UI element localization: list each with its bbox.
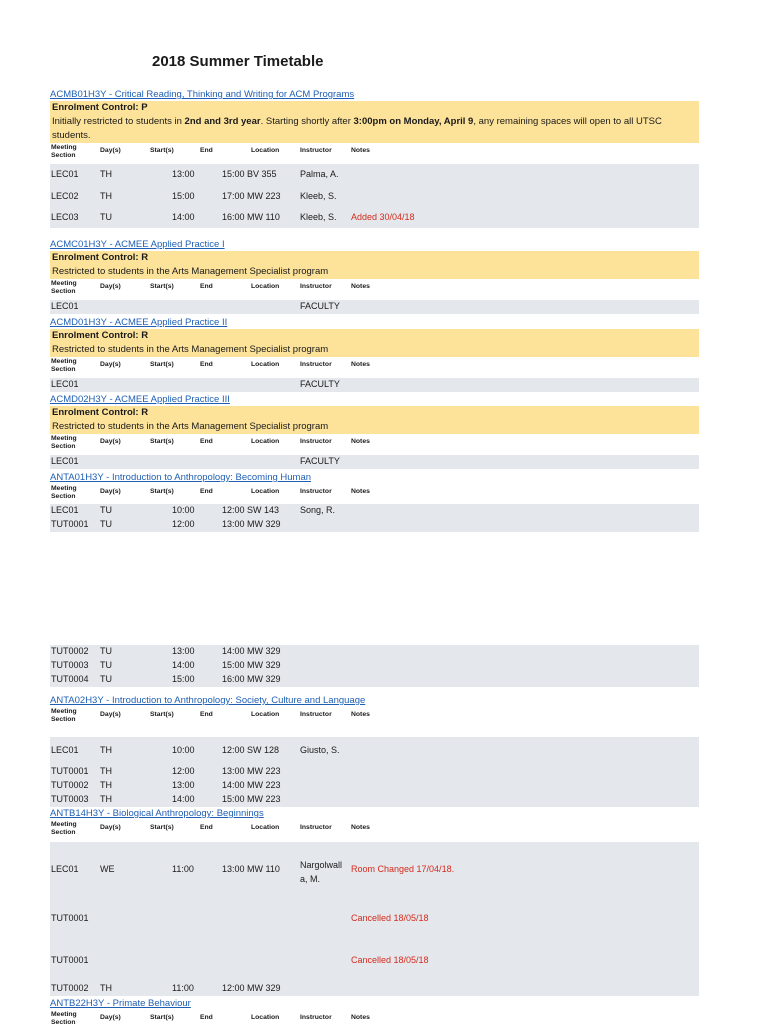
instructor-cell: FACULTY xyxy=(300,456,340,466)
enrolment-note xyxy=(50,115,699,143)
section-cell: TUT0001 xyxy=(51,519,89,529)
course-block-antb14 xyxy=(50,808,699,996)
start-cell: 11:00 xyxy=(172,864,194,874)
table-row xyxy=(50,645,699,659)
header-location: Location xyxy=(251,1014,280,1021)
header-notes: Notes xyxy=(351,824,370,831)
notes-cell: Cancelled 18/05/18 xyxy=(351,955,429,965)
instructor-cell: Kleeb, S. xyxy=(300,211,337,222)
enrolment-note: Restricted to students in the Arts Management Specialist program xyxy=(50,265,699,279)
header-days: Day(s) xyxy=(100,147,121,154)
header-location: Location xyxy=(251,283,280,290)
section-cell: LEC01 xyxy=(51,864,79,874)
page-title: 2018 Summer Timetable xyxy=(152,53,324,70)
section-rows xyxy=(50,164,699,228)
start-cell: 13:00 xyxy=(172,780,195,790)
section-cell: TUT0002 xyxy=(51,983,89,993)
section-cell: TUT0003 xyxy=(51,660,89,670)
start-cell: 10:00 xyxy=(172,505,195,515)
header-days: Day(s) xyxy=(100,283,121,290)
instructor-cell: FACULTY xyxy=(300,379,340,389)
section-cell: LEC01 xyxy=(51,301,79,311)
section-cell: TUT0002 xyxy=(51,646,89,656)
section-cell: LEC01 xyxy=(51,169,79,179)
end-location-cell: 14:00 MW 329 xyxy=(222,646,281,656)
days-cell: TH xyxy=(100,745,112,755)
start-cell: 14:00 xyxy=(172,794,195,804)
section-cell: TUT0001 xyxy=(51,955,89,965)
notes-cell: Room Changed 17/04/18. xyxy=(351,864,455,874)
table-header xyxy=(50,434,699,455)
days-cell: TU xyxy=(100,646,112,656)
table-header xyxy=(50,143,699,164)
header-end: End xyxy=(200,361,213,368)
header-instructor: Instructor xyxy=(300,488,332,495)
section-cell: LEC01 xyxy=(51,456,79,466)
table-row xyxy=(50,940,699,982)
start-cell: 13:00 xyxy=(172,169,195,179)
header-meeting-section: Meeting Section xyxy=(51,358,77,373)
days-cell: TU xyxy=(100,660,112,670)
end-location-cell: 15:00 MW 223 xyxy=(222,794,281,804)
header-end: End xyxy=(200,147,213,154)
header-days: Day(s) xyxy=(100,361,121,368)
header-notes: Notes xyxy=(351,1014,370,1021)
header-days: Day(s) xyxy=(100,488,121,495)
days-cell: TH xyxy=(100,794,112,804)
header-meeting-section: Meeting Section xyxy=(51,435,77,450)
header-start: Start(s) xyxy=(150,147,174,154)
table-row xyxy=(50,504,699,518)
course-link-acmd02[interactable]: ACMD02H3Y - ACMEE Applied Practice III xyxy=(50,394,230,405)
course-link-acmc01[interactable]: ACMC01H3Y - ACMEE Applied Practice I xyxy=(50,239,225,250)
section-rows xyxy=(50,645,699,687)
header-instructor: Instructor xyxy=(300,361,332,368)
end-location-cell: 16:00 MW 110 xyxy=(222,211,280,222)
header-days: Day(s) xyxy=(100,1014,121,1021)
section-rows xyxy=(50,737,699,807)
course-link-anta01[interactable]: ANTA01H3Y - Introduction to Anthropology: Becoming Human xyxy=(50,472,312,483)
table-row xyxy=(50,186,699,207)
header-days: Day(s) xyxy=(100,711,121,718)
header-location: Location xyxy=(251,488,280,495)
header-meeting-section: Meeting Section xyxy=(51,1011,77,1026)
table-header xyxy=(50,820,699,842)
start-cell: 12:00 xyxy=(172,766,195,776)
days-cell: TH xyxy=(100,169,112,179)
header-location: Location xyxy=(251,711,280,718)
header-start: Start(s) xyxy=(150,711,174,718)
header-start: Start(s) xyxy=(150,824,174,831)
enrolment-control: Enrolment Control: R xyxy=(50,406,699,420)
table-header xyxy=(50,357,699,378)
end-location-cell: 15:00 BV 355 xyxy=(222,169,277,179)
table-row xyxy=(50,659,699,673)
header-meeting-section: Meeting Section xyxy=(51,280,77,295)
header-notes: Notes xyxy=(351,283,370,290)
section-cell: TUT0001 xyxy=(51,913,89,923)
course-link-acmd01[interactable]: ACMD01H3Y - ACMEE Applied Practice II xyxy=(50,317,228,328)
header-start: Start(s) xyxy=(150,438,174,445)
note-part: 3:00pm on Monday, April 9 xyxy=(353,116,474,127)
course-block-acmd01 xyxy=(50,317,699,392)
start-cell: 11:00 xyxy=(172,983,194,993)
course-link-acmb01[interactable]: ACMB01H3Y - Critical Reading, Thinking and Writing for ACM Programs xyxy=(50,89,355,100)
days-cell: TH xyxy=(100,190,112,201)
header-meeting-section: Meeting Section xyxy=(51,485,77,500)
table-row xyxy=(50,518,699,532)
note-part: 2nd and 3rd year xyxy=(184,116,261,127)
table-row xyxy=(50,378,699,392)
section-cell: TUT0003 xyxy=(51,794,89,804)
header-instructor: Instructor xyxy=(300,147,332,154)
days-cell: TU xyxy=(100,519,112,529)
enrolment-note: Restricted to students in the Arts Management Specialist program xyxy=(50,343,699,357)
header-meeting-section: Meeting Section xyxy=(51,144,77,159)
end-location-cell: 12:00 SW 143 xyxy=(222,505,280,515)
course-block-anta01 xyxy=(50,472,699,532)
end-location-cell: 12:00 SW 128 xyxy=(222,745,280,755)
header-location: Location xyxy=(251,824,280,831)
table-row xyxy=(50,898,699,940)
start-cell: 13:00 xyxy=(172,646,195,656)
start-cell: 15:00 xyxy=(172,674,195,684)
table-row xyxy=(50,982,699,996)
section-cell: TUT0001 xyxy=(51,766,89,776)
instructor-cell: Palma, A. xyxy=(300,169,339,179)
end-location-cell: 12:00 MW 329 xyxy=(222,983,281,993)
instructor-cell: FACULTY xyxy=(300,301,340,311)
header-location: Location xyxy=(251,147,280,154)
table-row xyxy=(50,300,699,314)
section-cell: LEC01 xyxy=(51,505,79,515)
section-cell: LEC01 xyxy=(51,745,79,755)
section-rows xyxy=(50,378,699,392)
header-days: Day(s) xyxy=(100,438,121,445)
header-location: Location xyxy=(251,361,280,368)
note-part: Initially restricted to students in xyxy=(52,116,185,127)
enrolment-control: Enrolment Control: P xyxy=(50,101,699,115)
course-link-anta02[interactable]: ANTA02H3Y - Introduction to Anthropology: Society, Culture and Language xyxy=(50,695,366,706)
section-cell: LEC03 xyxy=(51,211,79,222)
header-start: Start(s) xyxy=(150,488,174,495)
course-link-antb14[interactable]: ANTB14H3Y - Biological Anthropology: Beginnings xyxy=(50,808,264,819)
course-link-antb22[interactable]: ANTB22H3Y - Primate Behaviour xyxy=(50,998,191,1009)
end-location-cell: 16:00 MW 329 xyxy=(222,674,281,684)
table-header xyxy=(50,1010,699,1024)
days-cell: TU xyxy=(100,505,112,515)
course-block-acmc01 xyxy=(50,239,699,314)
end-location-cell: 13:00 MW 329 xyxy=(222,519,281,529)
table-header xyxy=(50,707,699,737)
instructor-cell: Kleeb, S. xyxy=(300,190,337,201)
section-cell: TUT0004 xyxy=(51,674,89,684)
header-instructor: Instructor xyxy=(300,824,332,831)
header-end: End xyxy=(200,438,213,445)
header-meeting-section: Meeting Section xyxy=(51,821,77,836)
end-location-cell: 13:00 MW 110 xyxy=(222,864,280,874)
notes-cell: Added 30/04/18 xyxy=(351,211,415,222)
section-cell: LEC01 xyxy=(51,379,79,389)
course-block-acmd02 xyxy=(50,394,699,469)
start-cell: 14:00 xyxy=(172,211,195,222)
header-instructor: Instructor xyxy=(300,283,332,290)
header-end: End xyxy=(200,824,213,831)
notes-cell: Cancelled 18/05/18 xyxy=(351,913,429,923)
start-cell: 10:00 xyxy=(172,745,195,755)
header-days: Day(s) xyxy=(100,824,121,831)
course-block-anta01-cont xyxy=(50,645,699,687)
table-row xyxy=(50,793,699,807)
enrolment-control: Enrolment Control: R xyxy=(50,251,699,265)
table-row xyxy=(50,779,699,793)
instructor-cell: Giusto, S. xyxy=(300,745,340,755)
instructor-cell: Song, R. xyxy=(300,505,336,515)
table-row xyxy=(50,673,699,687)
note-part: , any remaining spaces will open to all UTSC students. xyxy=(52,116,662,141)
section-rows xyxy=(50,455,699,469)
table-row xyxy=(50,765,699,779)
header-notes: Notes xyxy=(351,438,370,445)
header-instructor: Instructor xyxy=(300,1014,332,1021)
end-location-cell: 14:00 MW 223 xyxy=(222,780,281,790)
days-cell: TH xyxy=(100,983,112,993)
section-rows xyxy=(50,300,699,314)
header-start: Start(s) xyxy=(150,283,174,290)
end-location-cell: 13:00 MW 223 xyxy=(222,766,281,776)
enrolment-control: Enrolment Control: R xyxy=(50,329,699,343)
days-cell: TU xyxy=(100,211,112,222)
start-cell: 15:00 xyxy=(172,190,195,201)
header-end: End xyxy=(200,711,213,718)
table-header xyxy=(50,279,699,300)
section-cell: TUT0002 xyxy=(51,780,89,790)
table-row xyxy=(50,207,699,228)
days-cell: TH xyxy=(100,766,112,776)
course-block-antb22 xyxy=(50,998,699,1024)
start-cell: 12:00 xyxy=(172,519,195,529)
enrolment-note: Restricted to students in the Arts Management Specialist program xyxy=(50,420,699,434)
note-part: . Starting shortly after xyxy=(260,116,354,127)
header-notes: Notes xyxy=(351,147,370,154)
instructor-cell: Nargolwall a, M. xyxy=(300,860,343,884)
end-location-cell: 15:00 MW 329 xyxy=(222,660,281,670)
course-block-acmb01 xyxy=(50,89,699,228)
table-header xyxy=(50,484,699,504)
end-location-cell: 17:00 MW 223 xyxy=(222,190,281,201)
days-cell: WE xyxy=(100,864,115,874)
header-meeting-section: Meeting Section xyxy=(51,708,77,723)
header-instructor: Instructor xyxy=(300,438,332,445)
header-start: Start(s) xyxy=(150,361,174,368)
table-row xyxy=(50,842,699,898)
section-rows xyxy=(50,842,699,996)
start-cell: 14:00 xyxy=(172,660,195,670)
header-end: End xyxy=(200,488,213,495)
table-row xyxy=(50,164,699,186)
section-cell: LEC02 xyxy=(51,190,79,201)
table-row xyxy=(50,737,699,765)
header-notes: Notes xyxy=(351,711,370,718)
days-cell: TU xyxy=(100,674,112,684)
header-end: End xyxy=(200,283,213,290)
table-row xyxy=(50,455,699,469)
header-instructor: Instructor xyxy=(300,711,332,718)
header-end: End xyxy=(200,1014,213,1021)
header-start: Start(s) xyxy=(150,1014,174,1021)
header-location: Location xyxy=(251,438,280,445)
course-block-anta02 xyxy=(50,695,699,807)
header-notes: Notes xyxy=(351,361,370,368)
section-rows xyxy=(50,504,699,532)
header-notes: Notes xyxy=(351,488,370,495)
days-cell: TH xyxy=(100,780,112,790)
